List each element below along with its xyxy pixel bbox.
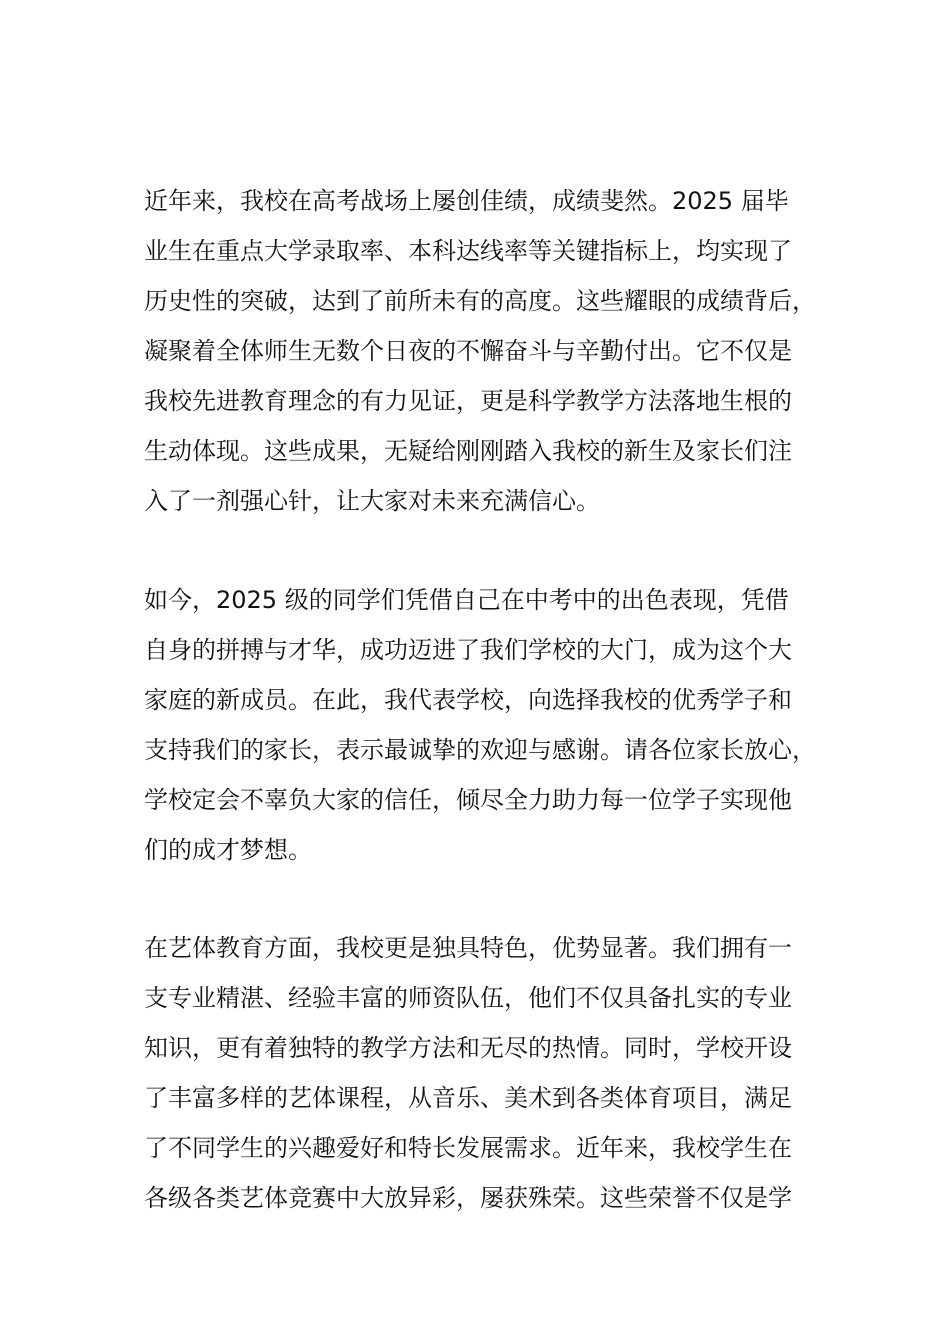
text-line: 各级各类艺体竞赛中大放异彩，屡获殊荣。这些荣誉不仅是学	[144, 1184, 792, 1212]
text-line: 业生在重点大学录取率、本科达线率等关键指标上，均实现了	[144, 237, 792, 265]
text-line: 生动体现。这些成果，无疑给刚刚踏入我校的新生及家长们注	[144, 437, 792, 465]
text-line: 在艺体教育方面，我校更是独具特色，优势显著。我们拥有一	[144, 934, 792, 962]
text-line: 如今，2025 级的同学们凭借自己在中考中的出色表现，凭借	[144, 586, 789, 614]
text-line: 支专业精湛、经验丰富的师资队伍，他们不仅具备扎实的专业	[144, 984, 792, 1012]
text-line: 我校先进教育理念的有力见证，更是科学教学方法落地生根的	[144, 387, 792, 415]
text-line: 自身的拼搏与才华，成功迈进了我们学校的大门，成为这个大	[144, 636, 792, 664]
text-line: 历史性的突破，达到了前所未有的高度。这些耀眼的成绩背后，	[144, 287, 816, 315]
text-line: 近年来，我校在高考战场上屡创佳绩，成绩斐然。2025 届毕	[144, 187, 789, 215]
paragraph-gaokao-results	[144, 176, 834, 526]
text-line: 家庭的新成员。在此，我代表学校，向选择我校的优秀学子和	[144, 686, 792, 714]
text-line: 知识，更有着独特的教学方法和无尽的热情。同时，学校开设	[144, 1034, 792, 1062]
text-line: 支持我们的家长，表示最诚挚的欢迎与感谢。请各位家长放心，	[144, 736, 816, 764]
text-line: 了不同学生的兴趣爱好和特长发展需求。近年来，我校学生在	[144, 1134, 792, 1162]
text-line: 入了一剂强心针，让大家对未来充满信心。	[144, 487, 600, 515]
text-line: 了丰富多样的艺体课程，从音乐、美术到各类体育项目，满足	[144, 1084, 792, 1112]
paragraph-welcome-new-students	[144, 575, 834, 875]
paragraph-arts-sports-education	[144, 923, 834, 1223]
text-line: 凝聚着全体师生无数个日夜的不懈奋斗与辛勤付出。它不仅是	[144, 337, 792, 365]
text-line: 学校定会不辜负大家的信任，倾尽全力助力每一位学子实现他	[144, 786, 792, 814]
text-line: 们的成才梦想。	[144, 836, 312, 864]
